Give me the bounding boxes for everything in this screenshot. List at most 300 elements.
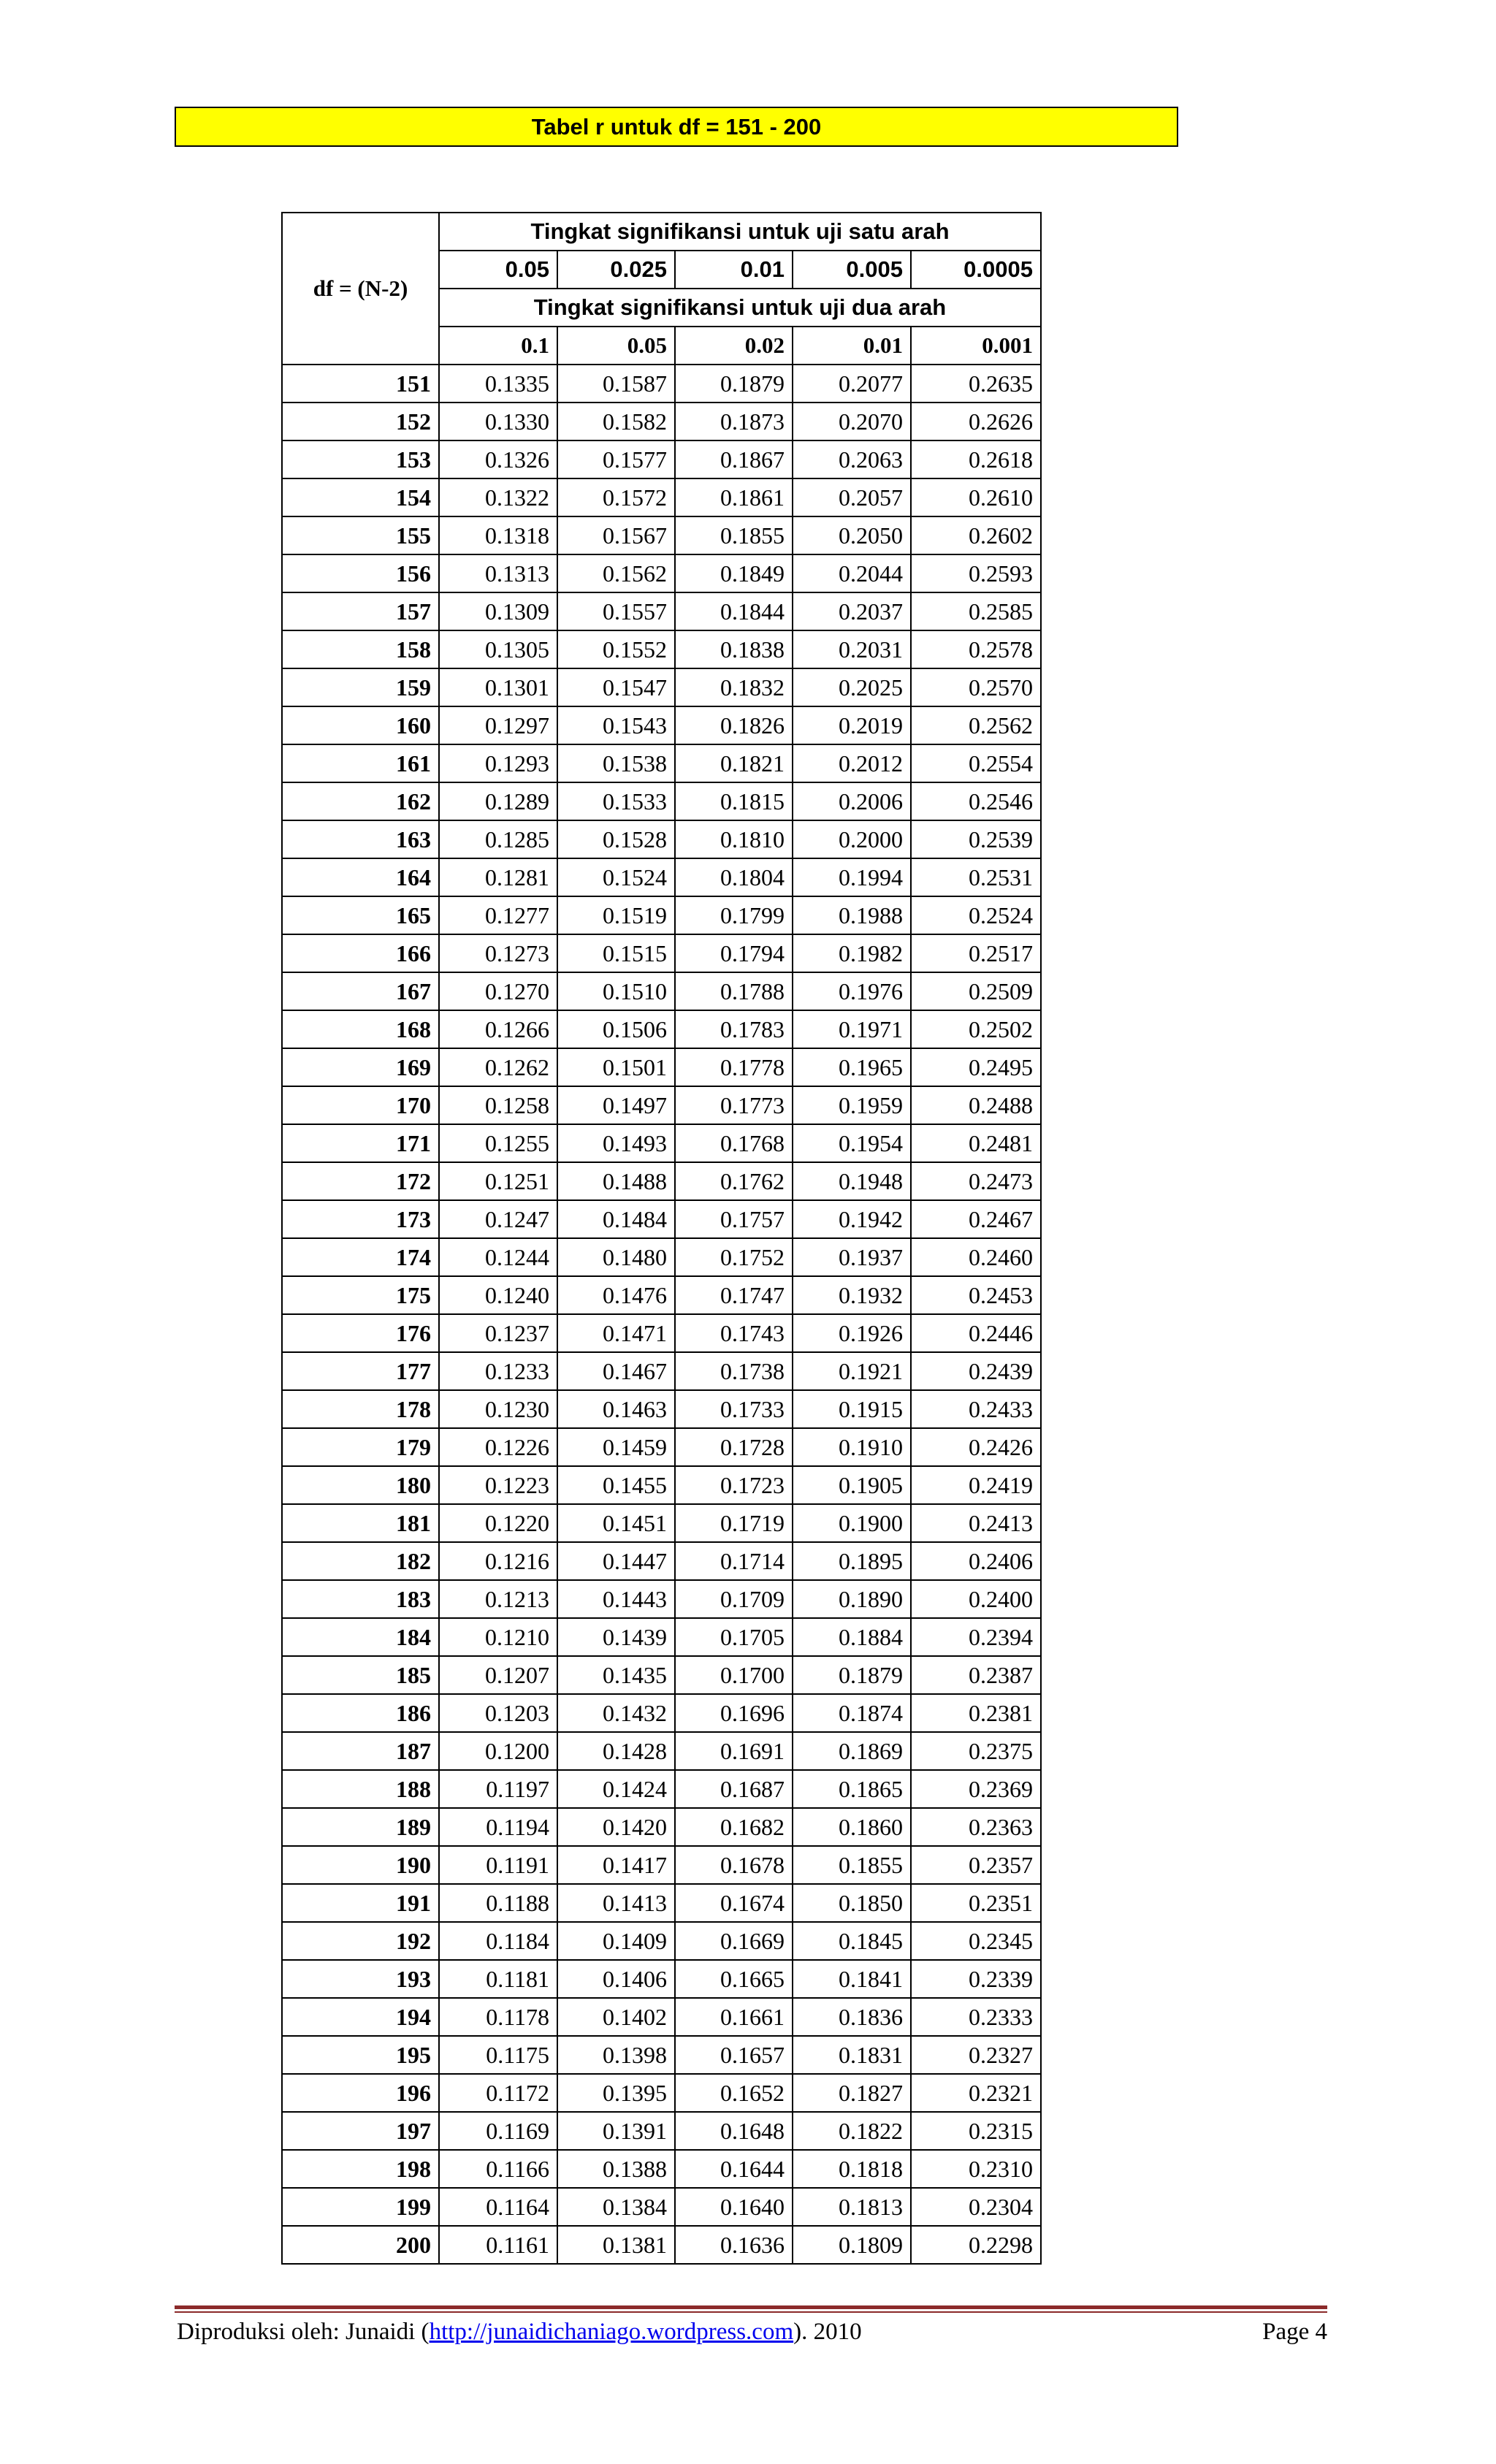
table-row — [282, 706, 1041, 744]
r-value-cell: 0.2339 — [911, 1960, 1041, 1998]
two-tailed-level: 0.1 — [439, 327, 557, 365]
df-cell: 151 — [282, 365, 439, 403]
r-value-cell: 0.1768 — [675, 1124, 793, 1162]
two-tailed-level: 0.001 — [911, 327, 1041, 365]
r-value-cell: 0.1166 — [439, 2150, 557, 2188]
page-title — [175, 107, 1178, 147]
r-value-cell: 0.1879 — [793, 1656, 911, 1694]
one-tailed-level: 0.05 — [439, 251, 557, 289]
table-row — [282, 403, 1041, 440]
r-value-cell: 0.1161 — [439, 2226, 557, 2264]
df-cell: 155 — [282, 516, 439, 554]
table-row — [282, 858, 1041, 896]
df-cell: 174 — [282, 1238, 439, 1276]
r-value-cell: 0.1388 — [557, 2150, 675, 2188]
r-value-cell: 0.1747 — [675, 1276, 793, 1314]
table-row — [282, 630, 1041, 668]
r-value-cell: 0.2012 — [793, 744, 911, 782]
r-value-cell: 0.1826 — [675, 706, 793, 744]
r-value-cell: 0.1488 — [557, 1162, 675, 1200]
df-cell: 171 — [282, 1124, 439, 1162]
r-value-cell: 0.1467 — [557, 1352, 675, 1390]
r-value-cell: 0.1728 — [675, 1428, 793, 1466]
r-value-cell: 0.1971 — [793, 1010, 911, 1048]
r-value-cell: 0.1687 — [675, 1770, 793, 1808]
df-cell: 189 — [282, 1808, 439, 1846]
r-value-cell: 0.2502 — [911, 1010, 1041, 1048]
r-value-cell: 0.1191 — [439, 1846, 557, 1884]
r-value-cell: 0.1197 — [439, 1770, 557, 1808]
df-cell: 178 — [282, 1390, 439, 1428]
r-value-cell: 0.1869 — [793, 1732, 911, 1770]
r-value-cell: 0.1836 — [793, 1998, 911, 2036]
r-value-cell: 0.1313 — [439, 554, 557, 592]
r-value-cell: 0.1424 — [557, 1770, 675, 1808]
r-value-cell: 0.1318 — [439, 516, 557, 554]
r-value-cell: 0.1406 — [557, 1960, 675, 1998]
df-cell: 157 — [282, 592, 439, 630]
r-value-cell: 0.2602 — [911, 516, 1041, 554]
df-cell: 161 — [282, 744, 439, 782]
r-value-cell: 0.1572 — [557, 478, 675, 516]
table-row — [282, 1352, 1041, 1390]
r-value-cell: 0.1691 — [675, 1732, 793, 1770]
r-value-cell: 0.2025 — [793, 668, 911, 706]
table-row — [282, 1694, 1041, 1732]
df-cell: 158 — [282, 630, 439, 668]
df-cell: 154 — [282, 478, 439, 516]
r-value-cell: 0.1200 — [439, 1732, 557, 1770]
r-value-cell: 0.1402 — [557, 1998, 675, 2036]
r-value-cell: 0.1293 — [439, 744, 557, 782]
r-value-cell: 0.1258 — [439, 1086, 557, 1124]
r-value-cell: 0.1240 — [439, 1276, 557, 1314]
r-value-cell: 0.1510 — [557, 972, 675, 1010]
r-value-cell: 0.1326 — [439, 440, 557, 478]
r-value-cell: 0.2031 — [793, 630, 911, 668]
r-value-cell: 0.1804 — [675, 858, 793, 896]
r-value-cell: 0.1213 — [439, 1580, 557, 1618]
df-cell: 181 — [282, 1504, 439, 1542]
df-cell: 188 — [282, 1770, 439, 1808]
r-value-cell: 0.2481 — [911, 1124, 1041, 1162]
table-row — [282, 365, 1041, 403]
r-value-cell: 0.1788 — [675, 972, 793, 1010]
r-value-cell: 0.1409 — [557, 1922, 675, 1960]
r-value-cell: 0.1335 — [439, 365, 557, 403]
r-value-cell: 0.1915 — [793, 1390, 911, 1428]
table-row — [282, 1618, 1041, 1656]
table-row — [282, 516, 1041, 554]
one-tailed-header: Tingkat signifikansi untuk uji satu arah — [439, 213, 1041, 251]
table-row — [282, 1276, 1041, 1314]
r-value-cell: 0.1484 — [557, 1200, 675, 1238]
df-cell: 197 — [282, 2112, 439, 2150]
one-tailed-level: 0.01 — [675, 251, 793, 289]
table-row — [282, 1010, 1041, 1048]
table-row — [282, 2188, 1041, 2226]
r-value-cell: 0.1476 — [557, 1276, 675, 1314]
table-row — [282, 2150, 1041, 2188]
r-value-cell: 0.1665 — [675, 1960, 793, 1998]
r-value-cell: 0.1395 — [557, 2074, 675, 2112]
df-cell: 163 — [282, 820, 439, 858]
r-value-cell: 0.1873 — [675, 403, 793, 440]
df-cell: 180 — [282, 1466, 439, 1504]
r-value-cell: 0.1562 — [557, 554, 675, 592]
footer-link[interactable]: http://junaidichaniago.wordpress.com — [429, 2319, 794, 2345]
r-value-cell: 0.1538 — [557, 744, 675, 782]
df-cell: 199 — [282, 2188, 439, 2226]
df-cell: 172 — [282, 1162, 439, 1200]
r-value-cell: 0.2375 — [911, 1732, 1041, 1770]
r-value-cell: 0.1865 — [793, 1770, 911, 1808]
two-tailed-level: 0.01 — [793, 327, 911, 365]
r-value-cell: 0.1648 — [675, 2112, 793, 2150]
table-row — [282, 2036, 1041, 2074]
r-value-cell: 0.2406 — [911, 1542, 1041, 1580]
r-value-cell: 0.1547 — [557, 668, 675, 706]
table-row — [282, 1656, 1041, 1694]
r-value-cell: 0.2473 — [911, 1162, 1041, 1200]
r-value-cell: 0.1587 — [557, 365, 675, 403]
r-value-cell: 0.2019 — [793, 706, 911, 744]
df-cell: 152 — [282, 403, 439, 440]
r-value-cell: 0.1640 — [675, 2188, 793, 2226]
r-value-cell: 0.1309 — [439, 592, 557, 630]
r-value-cell: 0.2413 — [911, 1504, 1041, 1542]
df-cell: 191 — [282, 1884, 439, 1922]
r-value-cell: 0.2400 — [911, 1580, 1041, 1618]
r-value-cell: 0.1524 — [557, 858, 675, 896]
table-row — [282, 972, 1041, 1010]
r-value-cell: 0.1577 — [557, 440, 675, 478]
r-value-cell: 0.1297 — [439, 706, 557, 744]
r-value-cell: 0.1188 — [439, 1884, 557, 1922]
r-value-cell: 0.1778 — [675, 1048, 793, 1086]
r-value-cell: 0.1330 — [439, 403, 557, 440]
r-value-cell: 0.2453 — [911, 1276, 1041, 1314]
r-value-cell: 0.1172 — [439, 2074, 557, 2112]
r-value-cell: 0.1674 — [675, 1884, 793, 1922]
table-row — [282, 1466, 1041, 1504]
r-value-cell: 0.1552 — [557, 630, 675, 668]
df-cell: 156 — [282, 554, 439, 592]
r-value-cell: 0.1557 — [557, 592, 675, 630]
df-cell: 196 — [282, 2074, 439, 2112]
r-value-cell: 0.1815 — [675, 782, 793, 820]
r-value-cell: 0.2070 — [793, 403, 911, 440]
df-cell: 183 — [282, 1580, 439, 1618]
r-value-cell: 0.1849 — [675, 554, 793, 592]
r-value-cell: 0.1723 — [675, 1466, 793, 1504]
r-value-cell: 0.1652 — [675, 2074, 793, 2112]
r-value-cell: 0.1827 — [793, 2074, 911, 2112]
r-value-cell: 0.2387 — [911, 1656, 1041, 1694]
r-value-cell: 0.1391 — [557, 2112, 675, 2150]
r-value-cell: 0.1420 — [557, 1808, 675, 1846]
r-value-cell: 0.1884 — [793, 1618, 911, 1656]
df-cell: 159 — [282, 668, 439, 706]
r-value-cell: 0.1175 — [439, 2036, 557, 2074]
r-value-cell: 0.1844 — [675, 592, 793, 630]
footer-rule-thin — [175, 2311, 1327, 2313]
table-row — [282, 1542, 1041, 1580]
r-value-cell: 0.1413 — [557, 1884, 675, 1922]
r-value-cell: 0.1705 — [675, 1618, 793, 1656]
r-value-cell: 0.1266 — [439, 1010, 557, 1048]
df-cell: 195 — [282, 2036, 439, 2074]
r-value-cell: 0.1277 — [439, 896, 557, 934]
r-value-cell: 0.1932 — [793, 1276, 911, 1314]
r-value-cell: 0.1398 — [557, 2036, 675, 2074]
r-value-cell: 0.1301 — [439, 668, 557, 706]
table-row — [282, 1732, 1041, 1770]
r-value-cell: 0.1497 — [557, 1086, 675, 1124]
table-row — [282, 1048, 1041, 1086]
r-value-cell: 0.2467 — [911, 1200, 1041, 1238]
r-value-cell: 0.1657 — [675, 2036, 793, 2074]
r-value-cell: 0.1926 — [793, 1314, 911, 1352]
r-value-cell: 0.1455 — [557, 1466, 675, 1504]
df-cell: 170 — [282, 1086, 439, 1124]
df-cell: 175 — [282, 1276, 439, 1314]
table-row — [282, 1314, 1041, 1352]
r-value-cell: 0.1501 — [557, 1048, 675, 1086]
table-row — [282, 1200, 1041, 1238]
r-value-cell: 0.2327 — [911, 2036, 1041, 2074]
r-value-cell: 0.1867 — [675, 440, 793, 478]
r-value-cell: 0.2488 — [911, 1086, 1041, 1124]
table-row — [282, 1124, 1041, 1162]
r-value-cell: 0.2446 — [911, 1314, 1041, 1352]
r-value-cell: 0.1783 — [675, 1010, 793, 1048]
r-value-cell: 0.1528 — [557, 820, 675, 858]
r-value-cell: 0.2345 — [911, 1922, 1041, 1960]
r-value-cell: 0.1262 — [439, 1048, 557, 1086]
r-value-cell: 0.1810 — [675, 820, 793, 858]
table-row — [282, 1580, 1041, 1618]
page-title-text: Tabel r untuk df = 151 - 200 — [531, 113, 822, 140]
r-value-cell: 0.2618 — [911, 440, 1041, 478]
r-value-cell: 0.1738 — [675, 1352, 793, 1390]
r-value-cell: 0.1850 — [793, 1884, 911, 1922]
footer-suffix: ). 2010 — [793, 2319, 862, 2345]
r-value-cell: 0.1752 — [675, 1238, 793, 1276]
r-value-cell: 0.1860 — [793, 1808, 911, 1846]
one-tailed-level: 0.0005 — [911, 251, 1041, 289]
r-value-cell: 0.1289 — [439, 782, 557, 820]
df-cell: 166 — [282, 934, 439, 972]
r-value-cell: 0.1281 — [439, 858, 557, 896]
r-value-cell: 0.1270 — [439, 972, 557, 1010]
r-value-cell: 0.1230 — [439, 1390, 557, 1428]
r-value-cell: 0.2351 — [911, 1884, 1041, 1922]
r-value-cell: 0.2057 — [793, 478, 911, 516]
table-row — [282, 668, 1041, 706]
df-cell: 194 — [282, 1998, 439, 2036]
df-cell: 182 — [282, 1542, 439, 1580]
r-value-cell: 0.2562 — [911, 706, 1041, 744]
r-value-cell: 0.1976 — [793, 972, 911, 1010]
r-value-cell: 0.1493 — [557, 1124, 675, 1162]
df-cell: 176 — [282, 1314, 439, 1352]
r-value-cell: 0.1480 — [557, 1238, 675, 1276]
r-value-cell: 0.1210 — [439, 1618, 557, 1656]
r-value-cell: 0.1890 — [793, 1580, 911, 1618]
r-value-cell: 0.1223 — [439, 1466, 557, 1504]
r-value-cell: 0.1799 — [675, 896, 793, 934]
r-value-cell: 0.2524 — [911, 896, 1041, 934]
r-value-cell: 0.2539 — [911, 820, 1041, 858]
r-value-cell: 0.1432 — [557, 1694, 675, 1732]
r-value-cell: 0.1822 — [793, 2112, 911, 2150]
r-value-cell: 0.1435 — [557, 1656, 675, 1694]
r-value-cell: 0.1838 — [675, 630, 793, 668]
r-value-cell: 0.2315 — [911, 2112, 1041, 2150]
r-value-cell: 0.1439 — [557, 1618, 675, 1656]
table-body — [282, 365, 1041, 2264]
r-value-cell: 0.2357 — [911, 1846, 1041, 1884]
r-value-cell: 0.1169 — [439, 2112, 557, 2150]
df-cell: 200 — [282, 2226, 439, 2264]
r-value-cell: 0.2063 — [793, 440, 911, 478]
r-value-cell: 0.1809 — [793, 2226, 911, 2264]
r-value-cell: 0.1636 — [675, 2226, 793, 2264]
df-cell: 168 — [282, 1010, 439, 1048]
r-value-cell: 0.1921 — [793, 1352, 911, 1390]
table-row — [282, 1086, 1041, 1124]
df-cell: 187 — [282, 1732, 439, 1770]
r-value-cell: 0.1203 — [439, 1694, 557, 1732]
r-value-cell: 0.1696 — [675, 1694, 793, 1732]
two-tailed-level: 0.02 — [675, 327, 793, 365]
df-cell: 153 — [282, 440, 439, 478]
r-value-cell: 0.2554 — [911, 744, 1041, 782]
r-value-cell: 0.1463 — [557, 1390, 675, 1428]
two-tailed-header: Tingkat signifikansi untuk uji dua arah — [439, 289, 1041, 327]
table-row — [282, 1884, 1041, 1922]
table-row — [282, 2226, 1041, 2264]
r-value-cell: 0.1910 — [793, 1428, 911, 1466]
r-value-cell: 0.1841 — [793, 1960, 911, 1998]
r-value-cell: 0.1506 — [557, 1010, 675, 1048]
r-value-cell: 0.2626 — [911, 403, 1041, 440]
r-value-cell: 0.1447 — [557, 1542, 675, 1580]
two-tailed-level: 0.05 — [557, 327, 675, 365]
r-value-cell: 0.1669 — [675, 1922, 793, 1960]
table-row — [282, 820, 1041, 858]
df-cell: 164 — [282, 858, 439, 896]
df-cell: 160 — [282, 706, 439, 744]
r-value-cell: 0.1178 — [439, 1998, 557, 2036]
table-row — [282, 896, 1041, 934]
r-value-cell: 0.2531 — [911, 858, 1041, 896]
one-tailed-level: 0.025 — [557, 251, 675, 289]
r-value-cell: 0.2077 — [793, 365, 911, 403]
r-value-cell: 0.2585 — [911, 592, 1041, 630]
footer-rule — [175, 2305, 1327, 2309]
r-value-cell: 0.2394 — [911, 1618, 1041, 1656]
r-value-cell: 0.1714 — [675, 1542, 793, 1580]
r-value-cell: 0.2044 — [793, 554, 911, 592]
r-value-cell: 0.1567 — [557, 516, 675, 554]
r-value-cell: 0.2419 — [911, 1466, 1041, 1504]
r-value-cell: 0.2578 — [911, 630, 1041, 668]
r-value-cell: 0.1285 — [439, 820, 557, 858]
r-value-cell: 0.1384 — [557, 2188, 675, 2226]
r-value-cell: 0.1874 — [793, 1694, 911, 1732]
r-value-cell: 0.1194 — [439, 1808, 557, 1846]
r-value-cell: 0.1832 — [675, 668, 793, 706]
r-value-cell: 0.1818 — [793, 2150, 911, 2188]
r-table — [281, 212, 1042, 2265]
r-value-cell: 0.1821 — [675, 744, 793, 782]
table-row — [282, 1238, 1041, 1276]
r-value-cell: 0.1773 — [675, 1086, 793, 1124]
r-value-cell: 0.1255 — [439, 1124, 557, 1162]
table-row — [282, 1770, 1041, 1808]
r-value-cell: 0.2546 — [911, 782, 1041, 820]
footer-prefix: Diproduksi oleh: Junaidi ( — [177, 2319, 430, 2345]
r-value-cell: 0.1443 — [557, 1580, 675, 1618]
r-value-cell: 0.1794 — [675, 934, 793, 972]
r-value-cell: 0.1895 — [793, 1542, 911, 1580]
r-value-cell: 0.1543 — [557, 706, 675, 744]
r-value-cell: 0.2635 — [911, 365, 1041, 403]
r-value-cell: 0.1709 — [675, 1580, 793, 1618]
r-value-cell: 0.1719 — [675, 1504, 793, 1542]
r-value-cell: 0.1965 — [793, 1048, 911, 1086]
table-row — [282, 1504, 1041, 1542]
df-cell: 193 — [282, 1960, 439, 1998]
r-value-cell: 0.1948 — [793, 1162, 911, 1200]
r-value-cell: 0.2517 — [911, 934, 1041, 972]
df-cell: 173 — [282, 1200, 439, 1238]
r-value-cell: 0.2363 — [911, 1808, 1041, 1846]
r-value-cell: 0.1905 — [793, 1466, 911, 1504]
df-cell: 190 — [282, 1846, 439, 1884]
r-value-cell: 0.2439 — [911, 1352, 1041, 1390]
r-value-cell: 0.1855 — [675, 516, 793, 554]
r-value-cell: 0.2304 — [911, 2188, 1041, 2226]
df-cell: 198 — [282, 2150, 439, 2188]
r-value-cell: 0.1417 — [557, 1846, 675, 1884]
footer-credit — [177, 2319, 862, 2346]
r-value-cell: 0.1237 — [439, 1314, 557, 1352]
r-value-cell: 0.1855 — [793, 1846, 911, 1884]
r-value-cell: 0.1861 — [675, 478, 793, 516]
r-value-cell: 0.1879 — [675, 365, 793, 403]
table-row — [282, 1428, 1041, 1466]
r-value-cell: 0.1471 — [557, 1314, 675, 1352]
table-row — [282, 440, 1041, 478]
r-value-cell: 0.1845 — [793, 1922, 911, 1960]
r-value-cell: 0.1982 — [793, 934, 911, 972]
r-value-cell: 0.2433 — [911, 1390, 1041, 1428]
df-header: df = (N-2) — [282, 213, 439, 365]
r-value-cell: 0.1381 — [557, 2226, 675, 2264]
table-row — [282, 1922, 1041, 1960]
df-cell: 192 — [282, 1922, 439, 1960]
r-value-cell: 0.1181 — [439, 1960, 557, 1998]
table-row — [282, 1390, 1041, 1428]
df-cell: 177 — [282, 1352, 439, 1390]
table-row — [282, 2074, 1041, 2112]
r-value-cell: 0.1164 — [439, 2188, 557, 2226]
r-value-cell: 0.2495 — [911, 1048, 1041, 1086]
r-value-cell: 0.2050 — [793, 516, 911, 554]
